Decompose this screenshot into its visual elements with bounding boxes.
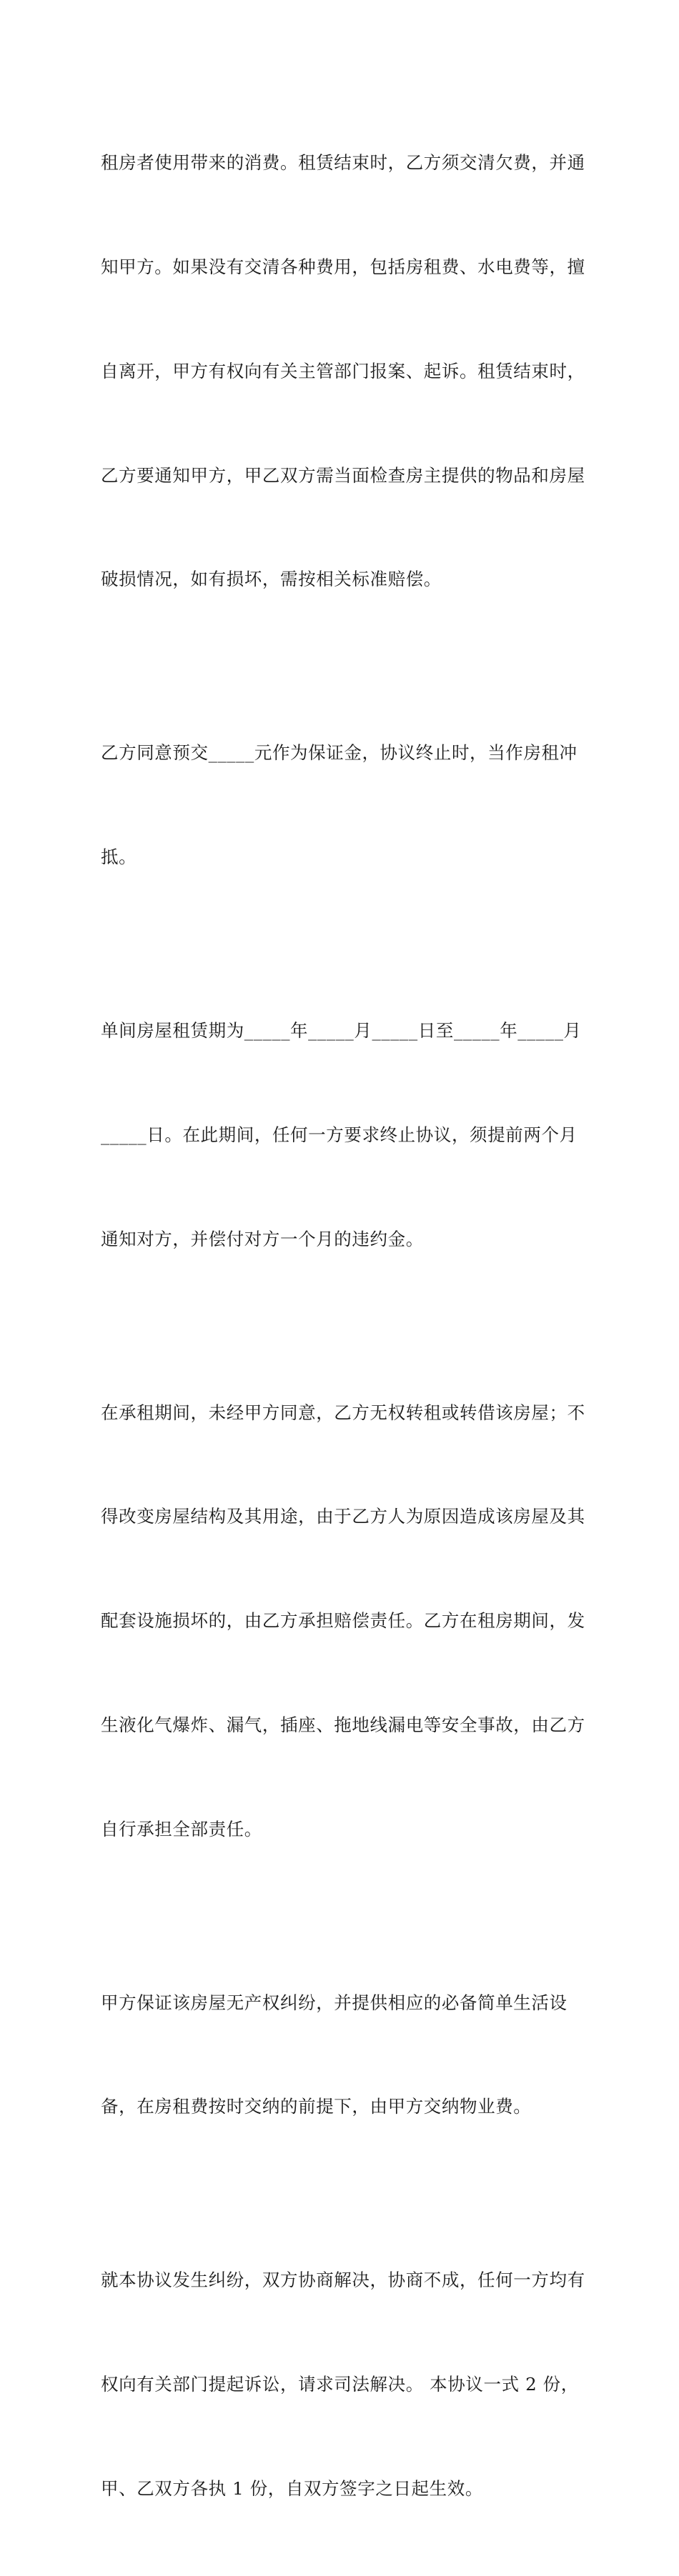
text-line: _____日。在此期间，任何一方要求终止协议，须提前两个月	[101, 1124, 578, 1145]
text-line: 甲方保证该房屋无产权纠纷，并提供相应的必备简单生活设	[101, 1992, 568, 2013]
paragraph-landlord-guarantee	[101, 1916, 587, 2194]
paragraph-security-deposit	[101, 667, 587, 944]
text-line: 租房者使用带来的消费。租赁结束时，乙方须交清欠费，并通	[101, 152, 585, 174]
text-line: 配套设施损坏的，由乙方承担赔偿责任。乙方在租房期间，发	[101, 1610, 585, 1632]
text-line: 抵。	[101, 847, 137, 868]
paragraph-lease-term	[101, 944, 587, 1327]
text-line: 自离开，甲方有权向有关主管部门报案、起诉。租赁结束时，	[101, 360, 585, 381]
text-line: 乙方要通知甲方，甲乙双方需当面检查房主提供的物品和房屋	[101, 464, 585, 486]
text-line: 乙方同意预交_____元作为保证金，协议终止时，当作房租冲	[101, 742, 578, 764]
paragraph-dispute-resolution	[101, 2194, 587, 2576]
paragraph-tenant-obligations	[101, 1326, 587, 1916]
text-line: 破损情况，如有损坏，需按相关标准赔偿。	[101, 569, 442, 590]
text-line: 备，在房租费按时交纳的前提下，由甲方交纳物业费。	[101, 2096, 532, 2117]
text-line: 权向有关部门提起诉讼，请求司法解决。 本协议一式 2 份，	[101, 2374, 579, 2395]
paragraph-deposit-settlement	[101, 76, 587, 667]
text-line: 通知对方，并偿付对方一个月的违约金。	[101, 1228, 424, 1249]
text-line: 甲、乙双方各执 1 份，自双方签字之日起生效。	[101, 2477, 483, 2499]
text-line: 生液化气爆炸、漏气，插座、拖地线漏电等安全事故，由乙方	[101, 1714, 585, 1735]
text-line: 在承租期间，未经甲方同意，乙方无权转租或转借该房屋；不	[101, 1402, 585, 1423]
text-line: 单间房屋租赁期为_____年_____月_____日至_____年_____月	[101, 1020, 582, 1042]
text-line: 知甲方。如果没有交清各种费用，包括房租费、水电费等，擅	[101, 256, 585, 277]
contract-body	[101, 76, 587, 2576]
text-line: 自行承担全部责任。	[101, 1818, 262, 1839]
text-line: 得改变房屋结构及其用途，由于乙方人为原因造成该房屋及其	[101, 1506, 585, 1527]
text-line: 就本协议发生纠纷，双方协商解决，协商不成，任何一方均有	[101, 2270, 585, 2291]
